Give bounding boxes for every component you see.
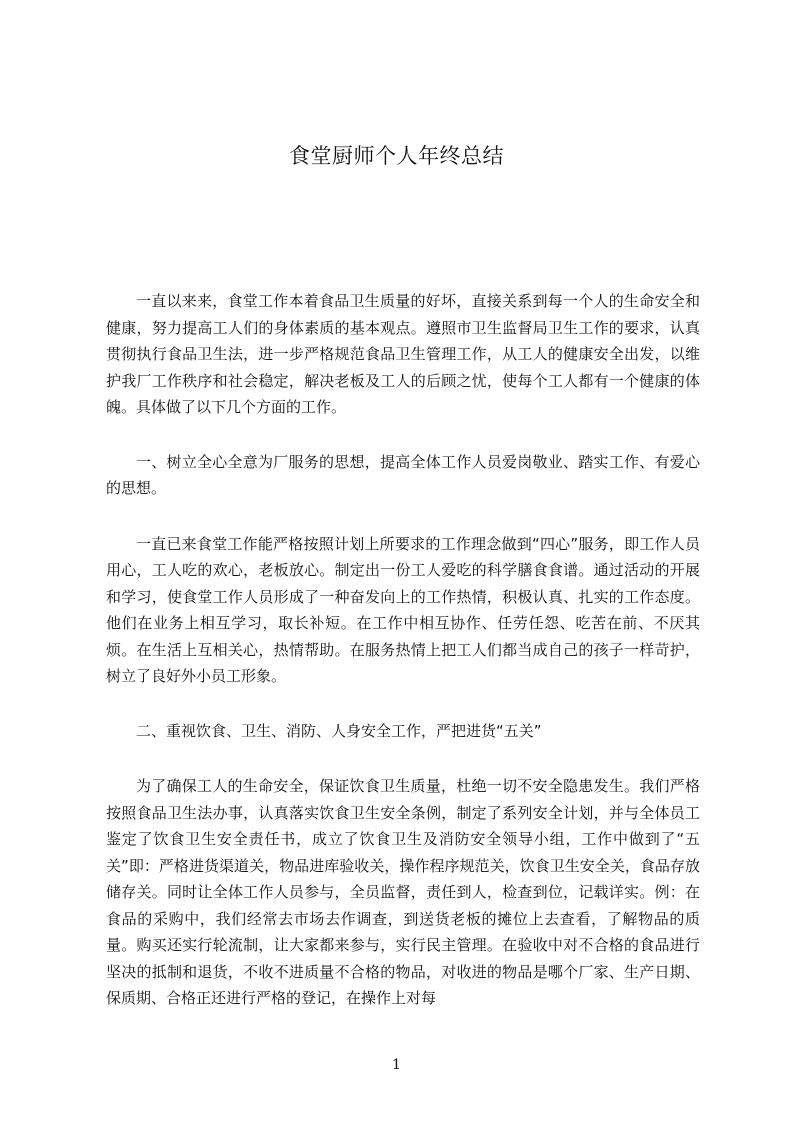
paragraph-section-1: 一直已来食堂工作能严格按照计划上所要求的工作理念做到“四心”服务，即工作人员用心，工人吃的欢心，老板放心。制定出一份工人爱吃的科学膳食食谱。通过活动的开展和学习，使食堂工作人员形成了一种奋发向上的工作热情，积极认真、扎实的工作态度。他们在业务上相互学习，取长补短。在工作中相互协作、任劳任怨、吃苦在前、不厌其烦。在生活上互相关心，热情帮助。在服务热情上把工人们都当成自己的孩子一样苛护，树立了良好外小员工形象。 [106,534,700,685]
document-title: 食堂厨师个人年终总结 [289,144,504,168]
paragraph-intro: 一直以来来，食堂工作本着食品卫生质量的好坏，直接关系到每一个人的生命安全和健康，努力提高工人们的身体素质的基本观点。遵照市卫生监督局卫生工作的要求，认真贯彻执行食品卫生法，进一步严格规范食品卫生管理工作，从工人的健康安全出发，以维护我厂工作秩序和社会稳定，解决老板及工人的后顾之忧，使每个工人都有一个健康的体魄。具体做了以下几个方面的工作。 [106,292,700,416]
page-number: 1 [392,1057,401,1073]
document-body [106,288,700,1040]
section-heading-2: 二、重视饮食、卫生、消防、人身安全工作，严把进货“五关” [136,721,542,740]
paragraph-section-2: 为了确保工人的生命安全，保证饮食卫生质量，杜绝一切不安全隐患发生。我们严格按照食品卫生法办事，认真落实饮食卫生安全条例，制定了系列安全计划，并与全体员工鉴定了饮食卫生安全责任书，成立了饮食卫生及消防安全领导小组，工作中做到了“五关”即：严格进货渠道关，物品进库验收关，操作程序规范关，饮食卫生安全关，食品存放储存关。同时让全体工作人员参与，全员监督，责任到人，检查到位，记载详实。例：在食品的采购中，我们经常去市场去作调查，到送货老板的摊位上去查看，了解物品的质量。购买还实行轮流制，让大家都来参与，实行民主管理。在验收中对不合格的食品进行坚决的抵制和退货，不收不进质量不合格的物品，对收进的物品是哪个厂家、生产日期、保质期、合格正还进行严格的登记，在操作上对每 [106,777,700,1007]
section-heading-1: 一、树立全心全意为厂服务的思想，提高全体工作人员爱岗敬业、踏实工作、有爱心的思想。 [106,452,700,497]
